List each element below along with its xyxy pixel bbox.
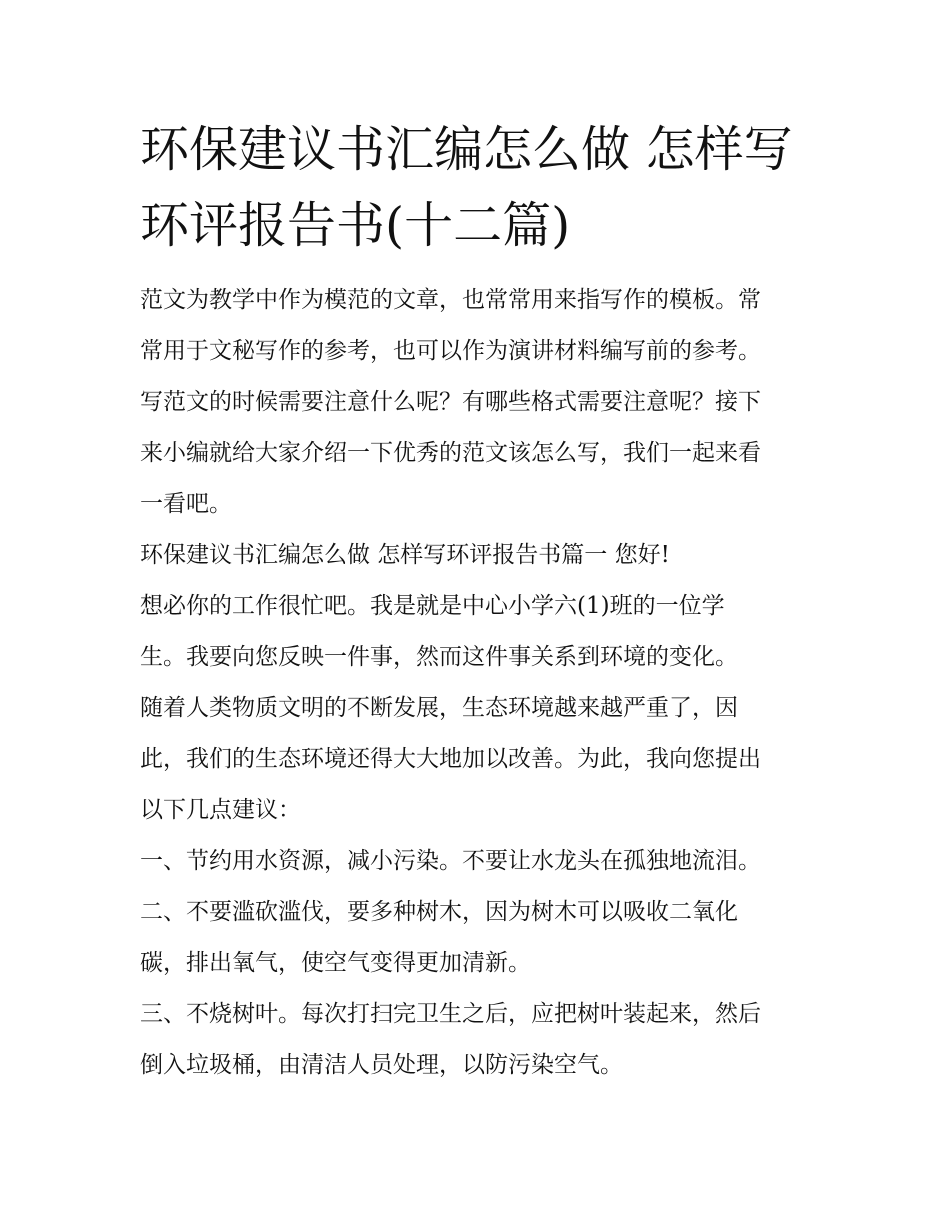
- body-line: 想必你的工作很忙吧。我是就是中心小学六(1)班的一位学: [140, 593, 725, 619]
- body-line: 来小编就给大家介绍一下优秀的范文该怎么写，我们一起来看: [140, 440, 761, 466]
- body-line: 此，我们的生态环境还得大大地加以改善。为此，我向您提出: [140, 746, 761, 772]
- suggestion-line: 三、不烧树叶。每次打扫完卫生之后，应把树叶装起来，然后: [140, 1001, 761, 1027]
- body-line: 以下几点建议：: [140, 797, 301, 823]
- body-line: 生。我要向您反映一件事，然而这件事关系到环境的变化。: [140, 644, 738, 670]
- suggestion-line: 倒入垃圾桶，由清洁人员处理，以防污染空气。: [140, 1052, 623, 1078]
- document-title: 环保建议书汇编怎么做 怎样写环评报告书(十二篇): [140, 121, 793, 254]
- body-line: 随着人类物质文明的不断发展，生态环境越来越严重了，因: [140, 695, 738, 721]
- body-line: 常用于文秘写作的参考，也可以作为演讲材料编写前的参考。: [140, 338, 761, 364]
- body-line: 范文为教学中作为模范的文章，也常常用来指写作的模板。常: [140, 287, 761, 313]
- document-body: [140, 275, 830, 1091]
- suggestion-line: 二、不要滥砍滥伐，要多种树木，因为树木可以吸收二氧化: [140, 899, 738, 925]
- body-line: 写范文的时候需要注意什么呢？有哪些格式需要注意呢？接下: [140, 389, 761, 415]
- suggestion-line: 碳，排出氧气，使空气变得更加清新。: [140, 950, 531, 976]
- section-heading-line: 环保建议书汇编怎么做 怎样写环评报告书篇一 您好!: [140, 542, 670, 568]
- suggestion-line: 一、节约用水资源，减小污染。不要让水龙头在孤独地流泪。: [140, 848, 761, 874]
- body-line: 一看吧。: [140, 491, 232, 517]
